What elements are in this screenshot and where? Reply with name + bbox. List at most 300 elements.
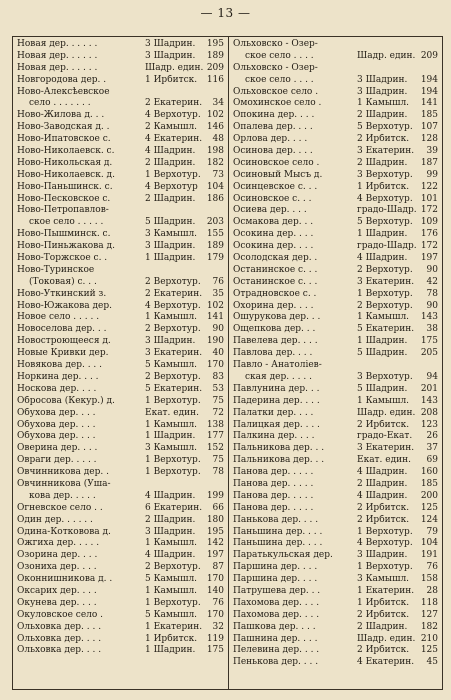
district-ref: 2 Верхотур.	[357, 264, 413, 275]
place-name: Ольховка дер. . . .	[17, 645, 102, 656]
place-name: Новое село . . . . .	[17, 312, 100, 323]
index-entry	[17, 491, 226, 503]
district-ref: 4 Екатерин.	[357, 657, 415, 668]
district-ref: 4 Верхотур.	[145, 300, 201, 311]
place-name: Павлунина дер. . .	[233, 383, 320, 394]
page-ref: 116	[206, 74, 224, 85]
district-ref: 1 Верхотур.	[357, 562, 413, 573]
place-name: Новая дер. . . . . .	[17, 39, 98, 49]
page-ref: 34	[212, 98, 224, 109]
place-name: Павелева дер. . . .	[233, 336, 318, 347]
page-ref: 124	[420, 514, 438, 525]
page-ref: 72	[212, 407, 224, 418]
page-ref: 189	[206, 241, 224, 252]
page-ref: 28	[426, 585, 438, 596]
district-ref: 1 Верхотур.	[357, 288, 413, 299]
index-entry	[233, 336, 440, 348]
place-name: ская дер. . . . .	[245, 371, 312, 382]
index-entry	[17, 396, 226, 408]
place-name: Норкина дер. . . .	[17, 371, 99, 382]
index-entry	[17, 467, 226, 479]
district-ref: 5 Верхотур.	[357, 122, 413, 133]
index-entry	[17, 431, 226, 443]
place-name: Один дер. . . . . .	[17, 514, 93, 525]
index-entry	[17, 63, 226, 75]
page-ref: 170	[206, 574, 224, 585]
district-ref: 1 Камышл.	[145, 538, 198, 549]
place-name: Отрадновское с. .	[233, 288, 317, 299]
index-entry	[17, 182, 226, 194]
place-name: ское село . . . .	[245, 50, 314, 61]
district-ref: 1 Верхотур.	[357, 526, 413, 537]
district-ref: 3 Шадрин.	[145, 241, 196, 252]
district-ref: Шадр. един.	[357, 633, 416, 644]
page-ref: 185	[420, 478, 438, 489]
place-name: Палатки дер. . . .	[233, 407, 314, 418]
index-entry	[233, 645, 440, 657]
district-ref: 6 Екатерин.	[145, 502, 203, 513]
page-ref: 79	[426, 526, 438, 537]
district-ref: 1 Екатерин.	[357, 585, 415, 596]
page-ref: 125	[420, 645, 438, 656]
page-ref: 179	[206, 253, 224, 264]
district-ref: 1 Шадрин.	[357, 229, 408, 240]
place-name: Обухова дер. . . .	[17, 419, 96, 430]
district-ref: 3 Шадрин.	[145, 39, 196, 49]
place-name: Панова дер. . . . .	[233, 490, 314, 501]
place-name: Осмакова дер. . .	[233, 217, 314, 228]
place-name: Новгородова дер. .	[17, 74, 107, 85]
index-entry	[17, 194, 226, 206]
place-name: Паньшина дер. . . .	[233, 538, 323, 549]
index-entry	[233, 467, 440, 479]
district-ref: 3 Шадрин.	[145, 336, 196, 347]
place-name: Осиновское с. . .	[233, 193, 312, 204]
page-ref: 141	[206, 312, 224, 323]
index-entry	[17, 98, 226, 110]
place-name: Ново-Ипатовское с.	[17, 134, 111, 145]
page-ref: 175	[420, 336, 438, 347]
page-ref: 109	[420, 217, 438, 228]
page-ref: 104	[206, 181, 224, 192]
index-entry	[17, 87, 226, 99]
place-name: Ощепкова дер. . .	[233, 324, 316, 335]
index-entry	[233, 491, 440, 503]
district-ref: 5 Камышл.	[145, 360, 198, 371]
index-entry	[233, 538, 440, 550]
district-ref: 3 Камышл.	[145, 229, 198, 240]
district-ref: 2 Шадрин.	[357, 621, 408, 632]
place-name: Опалева дер. . . .	[233, 122, 313, 133]
place-name: Ново-Песковское с.	[17, 193, 111, 204]
district-ref: 2 Шадрин.	[357, 157, 408, 168]
page-ref: 203	[206, 217, 224, 228]
place-name: Палицкая дер. . . .	[233, 419, 320, 430]
page-ref: 186	[206, 193, 224, 204]
index-entry	[17, 336, 226, 348]
index-entry	[17, 562, 226, 574]
page-ref: 199	[206, 490, 224, 501]
place-name: Овраги дер. . . . .	[17, 455, 97, 466]
district-ref: 2 Ирбитск.	[357, 419, 410, 430]
place-name: Ново-Уткинский з.	[17, 288, 107, 299]
index-entry	[17, 348, 226, 360]
page-ref: 152	[206, 443, 224, 454]
page-ref: 195	[206, 526, 224, 537]
page-ref: 141	[420, 98, 438, 109]
district-ref: 3 Екатерин.	[357, 443, 415, 454]
district-ref: 3 Камышл.	[145, 443, 198, 454]
page-ref: 26	[426, 431, 438, 442]
district-ref: 4 Верхотур.	[145, 110, 201, 121]
index-entry	[17, 312, 226, 324]
page-ref: 155	[206, 229, 224, 240]
district-ref: 5 Шадрин.	[357, 383, 408, 394]
place-name: Патрушева дер. . .	[233, 585, 321, 596]
index-entry	[233, 455, 440, 467]
place-name: Паршина дер. . . .	[233, 562, 318, 573]
place-name: Пальникова дер. . .	[233, 455, 325, 466]
page-ref: 158	[420, 574, 438, 585]
place-name: Опокина дер. . . .	[233, 110, 315, 121]
index-entry	[233, 408, 440, 420]
place-name: Ново-Южакова дер.	[17, 300, 113, 311]
index-entry	[17, 598, 226, 610]
place-name: Паньшина дер. . . .	[233, 526, 323, 537]
index-entry	[233, 348, 440, 360]
index-entry	[233, 384, 440, 396]
place-name: Ново-Заводская д. .	[17, 122, 110, 133]
page-ref: 194	[420, 74, 438, 85]
page-ref: 53	[212, 383, 224, 394]
place-name: Пашнина дер. . . .	[233, 633, 318, 644]
district-ref: 2 Камышл.	[145, 122, 198, 133]
district-ref: 4 Шадрин.	[145, 550, 196, 561]
page-ref: 177	[206, 431, 224, 442]
index-entry	[233, 63, 440, 75]
district-ref: 1 Ирбитск.	[357, 181, 410, 192]
place-name: Одина-Коткoвова д.	[17, 526, 111, 537]
page-ref: 37	[426, 443, 438, 454]
district-ref: Екат. един.	[145, 407, 199, 418]
index-entry	[17, 634, 226, 646]
left-column	[17, 39, 226, 657]
page-ref: 40	[212, 348, 224, 359]
index-entry	[17, 170, 226, 182]
place-name: Осиновый Мысъ д.	[233, 169, 323, 180]
place-name: Новоселова дер. . .	[17, 324, 107, 335]
district-ref: градо-Шадр.	[357, 241, 417, 252]
district-ref: 2 Ирбитск.	[357, 134, 410, 145]
district-ref: 3 Шадрин.	[145, 526, 196, 537]
index-entry	[233, 574, 440, 586]
index-entry	[233, 420, 440, 432]
place-name: Панова дер. . . . .	[233, 478, 314, 489]
place-name: Ново-Николаевск. с.	[17, 146, 115, 157]
place-name: Обросова (Кекур.) д.	[17, 395, 115, 406]
index-entry	[17, 217, 226, 229]
place-name: Осинова дер. . . .	[233, 146, 313, 157]
index-entry	[233, 503, 440, 515]
district-ref: 1 Ирбитск.	[357, 597, 410, 608]
district-ref: 4 Шадрин.	[357, 253, 408, 264]
place-name: (Токовая) с. . .	[29, 276, 97, 287]
page-ref: 73	[212, 169, 224, 180]
place-name: Ново-Паньшинск. с.	[17, 181, 113, 192]
page-ref: 101	[420, 193, 438, 204]
page-ref: 197	[206, 550, 224, 561]
district-ref: 2 Шадрин.	[357, 110, 408, 121]
district-ref: 4 Шадрин.	[357, 490, 408, 501]
page-ref: 176	[420, 229, 438, 240]
place-name: Панькова дер. . . .	[233, 514, 319, 525]
index-entry	[233, 562, 440, 574]
place-name: Оконнишникова д. .	[17, 574, 113, 585]
index-entry	[233, 301, 440, 313]
page-ref: 123	[420, 419, 438, 430]
index-entry	[17, 515, 226, 527]
index-entry	[233, 479, 440, 491]
page-ref: 87	[212, 562, 224, 573]
page-ref: 102	[206, 110, 224, 121]
index-entry	[17, 479, 226, 491]
district-ref: 5 Шадрин.	[145, 217, 196, 228]
page-ref: 210	[420, 633, 438, 644]
place-name: Паршина дер. . . .	[233, 574, 318, 585]
index-entry	[17, 324, 226, 336]
index-entry	[17, 134, 226, 146]
index-entry	[233, 134, 440, 146]
page-ref: 94	[426, 371, 438, 382]
right-column	[233, 39, 440, 669]
district-ref: Шадр. един.	[145, 62, 204, 73]
place-name: Палкина дер. . . .	[233, 431, 315, 442]
district-ref: 2 Ирбитск.	[357, 514, 410, 525]
place-name: Ново-Петропавлов-	[17, 205, 109, 216]
place-name: Панова дер. . . . .	[233, 467, 314, 478]
index-entry	[17, 75, 226, 87]
district-ref: 2 Верхотур.	[357, 300, 413, 311]
index-entry	[233, 170, 440, 182]
page-ref: 104	[420, 538, 438, 549]
page-ref: 194	[420, 86, 438, 97]
district-ref: Шадр. един.	[357, 407, 416, 418]
place-name: Ново-Жилова д. . .	[17, 110, 105, 121]
place-name: Падерина дер. . . .	[233, 395, 320, 406]
index-entry	[233, 372, 440, 384]
index-entry	[233, 550, 440, 562]
page-ref: 189	[206, 50, 224, 61]
index-entry	[17, 241, 226, 253]
place-name: Панова дер. . . . .	[233, 502, 314, 513]
place-name: Окуловское село .	[17, 609, 103, 620]
place-name: Ново-Никольская д.	[17, 157, 113, 168]
index-entry	[233, 75, 440, 87]
district-ref: 2 Шадрин.	[145, 193, 196, 204]
index-entry	[17, 229, 226, 241]
place-name: Павло - Анатолiев-	[233, 360, 322, 371]
index-entry	[233, 146, 440, 158]
page-ref: 201	[420, 383, 438, 394]
index-entry	[233, 657, 440, 669]
district-ref: 1 Камышл.	[357, 312, 410, 323]
district-ref: 1 Камышл.	[145, 312, 198, 323]
page-ref: 195	[206, 39, 224, 49]
district-ref: 4 Шадрин.	[357, 467, 408, 478]
place-name: Пахомова дер. . . .	[233, 597, 320, 608]
district-ref: Екат. един.	[357, 455, 411, 466]
page-ref: 170	[206, 609, 224, 620]
district-ref: 2 Екатерин.	[145, 98, 203, 109]
district-ref: 4 Екатерин.	[145, 134, 203, 145]
place-name: Омохинское село .	[233, 98, 322, 109]
place-name: Осиновское село .	[233, 157, 320, 168]
index-entry	[17, 503, 226, 515]
index-entry	[17, 146, 226, 158]
page-number: — 13 —	[200, 6, 251, 20]
index-entry	[17, 610, 226, 622]
place-name: Оксарих дер. . . .	[17, 585, 97, 596]
page-ref: 127	[420, 609, 438, 620]
place-name: Овчинникова дер. .	[17, 467, 109, 478]
index-entry	[233, 98, 440, 110]
index-entry	[233, 241, 440, 253]
index-entry	[17, 586, 226, 598]
index-entry	[17, 420, 226, 432]
place-name: Ольховское село .	[233, 86, 319, 97]
page-ref: 32	[212, 621, 224, 632]
page-ref: 205	[420, 348, 438, 359]
place-name: Окунева дер. . . .	[17, 597, 97, 608]
place-name: Огневское село . .	[17, 502, 103, 513]
index-entry	[233, 431, 440, 443]
page-ref: 75	[212, 455, 224, 466]
page-ref: 107	[420, 122, 438, 133]
index-entry	[17, 51, 226, 63]
district-ref: 1 Камышл.	[357, 98, 410, 109]
page-ref: 76	[426, 562, 438, 573]
page-ref: 78	[212, 467, 224, 478]
district-ref: 2 Ирбитск.	[357, 609, 410, 620]
page-ref: 208	[420, 407, 438, 418]
place-name: Оверина дер. . . .	[17, 443, 98, 454]
page-ref: 190	[206, 336, 224, 347]
district-ref: 1 Камышл.	[145, 419, 198, 430]
page-ref: 122	[420, 181, 438, 192]
district-ref: 4 Шадрин.	[145, 146, 196, 157]
place-name: Ново-Николаевск. д.	[17, 169, 115, 180]
place-name: село . . . . . . .	[29, 98, 91, 109]
place-name: кова дер. . . . .	[29, 490, 96, 501]
index-entry	[233, 360, 440, 372]
place-name: Носкова дер. . . .	[17, 383, 97, 394]
page-ref: 39	[426, 146, 438, 157]
page-ref: 119	[206, 633, 224, 644]
district-ref: 4 Верхотур.	[357, 538, 413, 549]
page-ref: 185	[420, 110, 438, 121]
page-ref: 142	[206, 538, 224, 549]
district-ref: градо-Шадр.	[357, 205, 417, 216]
district-ref: 4 Верхотур	[145, 181, 198, 192]
district-ref: 5 Шадрин.	[357, 348, 408, 359]
index-entry	[17, 527, 226, 539]
index-entry	[233, 87, 440, 99]
index-entry	[233, 253, 440, 265]
district-ref: 2 Ирбитск.	[357, 645, 410, 656]
page-ref: 170	[206, 360, 224, 371]
index-entry	[17, 110, 226, 122]
index-entry	[17, 574, 226, 586]
page-ref: 69	[426, 455, 438, 466]
index-entry	[233, 586, 440, 598]
district-ref: 5 Верхотур.	[357, 217, 413, 228]
place-name: Павлова дер. . . .	[233, 348, 313, 359]
district-ref: 1 Екатерин.	[145, 621, 203, 632]
page-ref: 125	[420, 502, 438, 513]
place-name: Останинское с. . .	[233, 276, 318, 287]
column-divider	[228, 37, 229, 689]
place-name: Охорина дер. . . .	[233, 300, 314, 311]
index-entry	[233, 51, 440, 63]
district-ref: 1 Камышл.	[145, 585, 198, 596]
place-name: Ново-Алексѣевское	[17, 86, 110, 97]
index-entry	[233, 205, 440, 217]
district-ref: 1 Шадрин.	[145, 431, 196, 442]
page-ref: 172	[420, 205, 438, 216]
place-name: Новая дер. . . . . .	[17, 62, 98, 73]
district-ref: 3 Шадрин.	[357, 86, 408, 97]
district-ref: 1 Ирбитск.	[145, 633, 198, 644]
district-ref: 1 Верхотур.	[145, 455, 201, 466]
index-entry	[17, 205, 226, 217]
place-name: Ожгиха дер. . . . .	[17, 538, 100, 549]
place-name: Пальникова дер. . .	[233, 443, 325, 454]
place-name: Новякова дер. . . .	[17, 360, 103, 371]
place-name: Осолодская дер. .	[233, 253, 318, 264]
page-ref: 198	[206, 146, 224, 157]
index-entry	[233, 527, 440, 539]
district-ref: 2 Верхотур.	[145, 324, 201, 335]
page-ref: 99	[426, 169, 438, 180]
place-name: Осинцевское с. . .	[233, 181, 318, 192]
district-ref: 4 Верхотур.	[357, 193, 413, 204]
page-ref: 118	[420, 597, 438, 608]
index-entry	[17, 265, 226, 277]
page-ref: 76	[212, 276, 224, 287]
district-ref: 3 Верхотур.	[357, 371, 413, 382]
page-ref: 45	[426, 657, 438, 668]
district-ref: 4 Шадрин.	[145, 490, 196, 501]
index-entry	[233, 182, 440, 194]
place-name: Ошурукова дер. . .	[233, 312, 321, 323]
page-ref: 209	[206, 62, 224, 73]
district-ref: 3 Екатерин.	[357, 276, 415, 287]
district-ref: 3 Шадрин.	[145, 50, 196, 61]
district-ref: 1 Верхотур.	[145, 395, 201, 406]
place-name: Ольховско - Озер-	[233, 62, 318, 73]
index-entry	[233, 194, 440, 206]
place-name: Обухова дер. . . .	[17, 431, 96, 442]
district-ref: 3 Верхотур.	[357, 169, 413, 180]
place-name: Овчинникова (Уша-	[17, 478, 111, 489]
index-entry	[233, 122, 440, 134]
page-ref: 90	[426, 264, 438, 275]
district-ref: 2 Верхотур.	[145, 276, 201, 287]
place-name: ское село . . . . .	[29, 217, 104, 228]
index-entry	[233, 158, 440, 170]
place-name: Ново-Торжское с. .	[17, 253, 108, 264]
district-ref: 5 Екатерин.	[145, 383, 203, 394]
